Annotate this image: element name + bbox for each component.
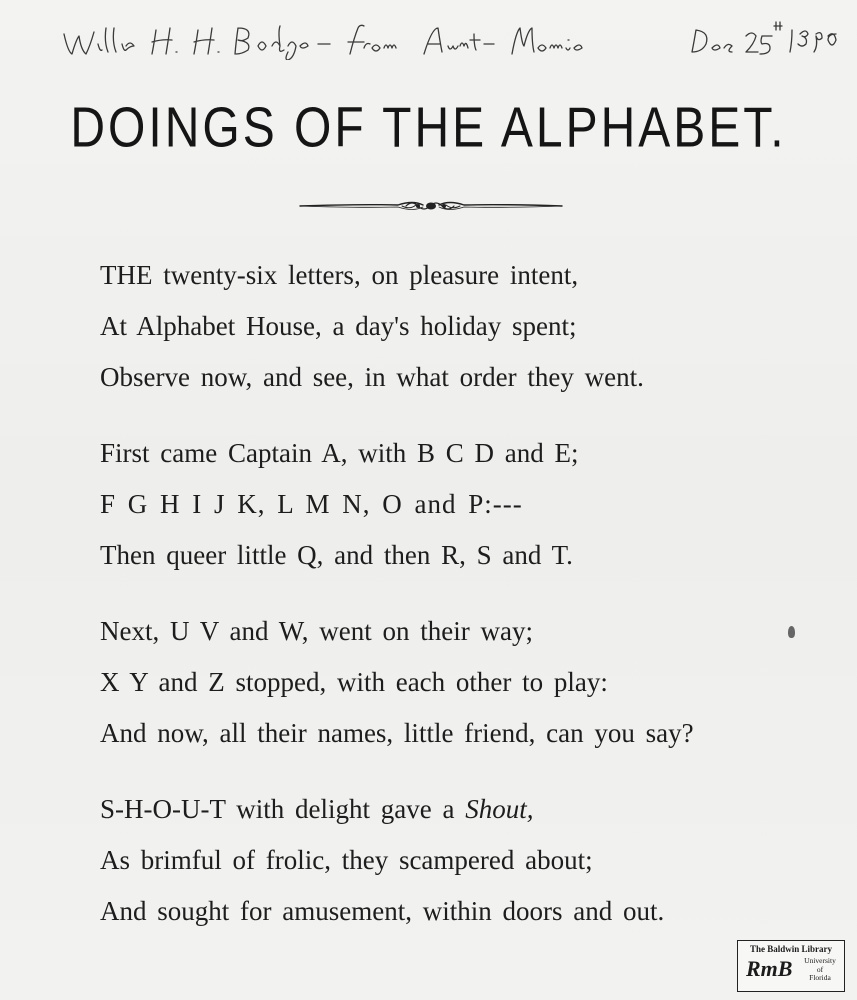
poem-line: As brimful of frolic, they scampered about; (100, 845, 593, 875)
stamp-university-line: University (804, 956, 836, 965)
stamp-university-line: Florida (809, 973, 831, 982)
stamp-university (798, 957, 842, 983)
poem-line: THE twenty-six letters, on pleasure intent, (100, 260, 579, 290)
poem-line: First came Captain A, with B C D and E; (100, 438, 579, 468)
poem-line: X Y and Z stopped, with each other to play: (100, 667, 608, 697)
poem-line: At Alphabet House, a day's holiday spent; (100, 311, 577, 341)
library-stamp (737, 940, 845, 992)
poem (100, 252, 820, 964)
poem-line: Then queer little Q, and then R, S and T. (100, 540, 573, 570)
handwritten-inscription (60, 14, 840, 60)
poem-line: Next, U V and W, went on their way; (100, 616, 533, 646)
stamp-logo: RmB (746, 956, 793, 981)
ornamental-divider (298, 196, 564, 216)
poem-line: And sought for amusement, within doors and out. (100, 896, 665, 926)
stanza-1 (100, 252, 820, 405)
stanza-2 (100, 430, 820, 583)
stamp-university-line: of (816, 964, 824, 974)
page-title: DOINGS OF THE ALPHABET. (70, 97, 787, 160)
stanza-3 (100, 608, 820, 761)
poem-line: Observe now, and see, in what order they went. (100, 362, 644, 392)
poem-line: F G H I J K, L M N, O and P:--- (100, 489, 523, 519)
stamp-library-name: The Baldwin Library (749, 944, 832, 954)
ink-smudge (788, 626, 795, 638)
stanza-4 (100, 786, 820, 939)
poem-line-start: S-H-O-U-T with delight gave a (100, 794, 466, 824)
poem-emphasis: Shout, (465, 794, 534, 824)
poem-line: And now, all their names, little friend, can you say? (100, 718, 694, 748)
poem-line (100, 786, 820, 837)
